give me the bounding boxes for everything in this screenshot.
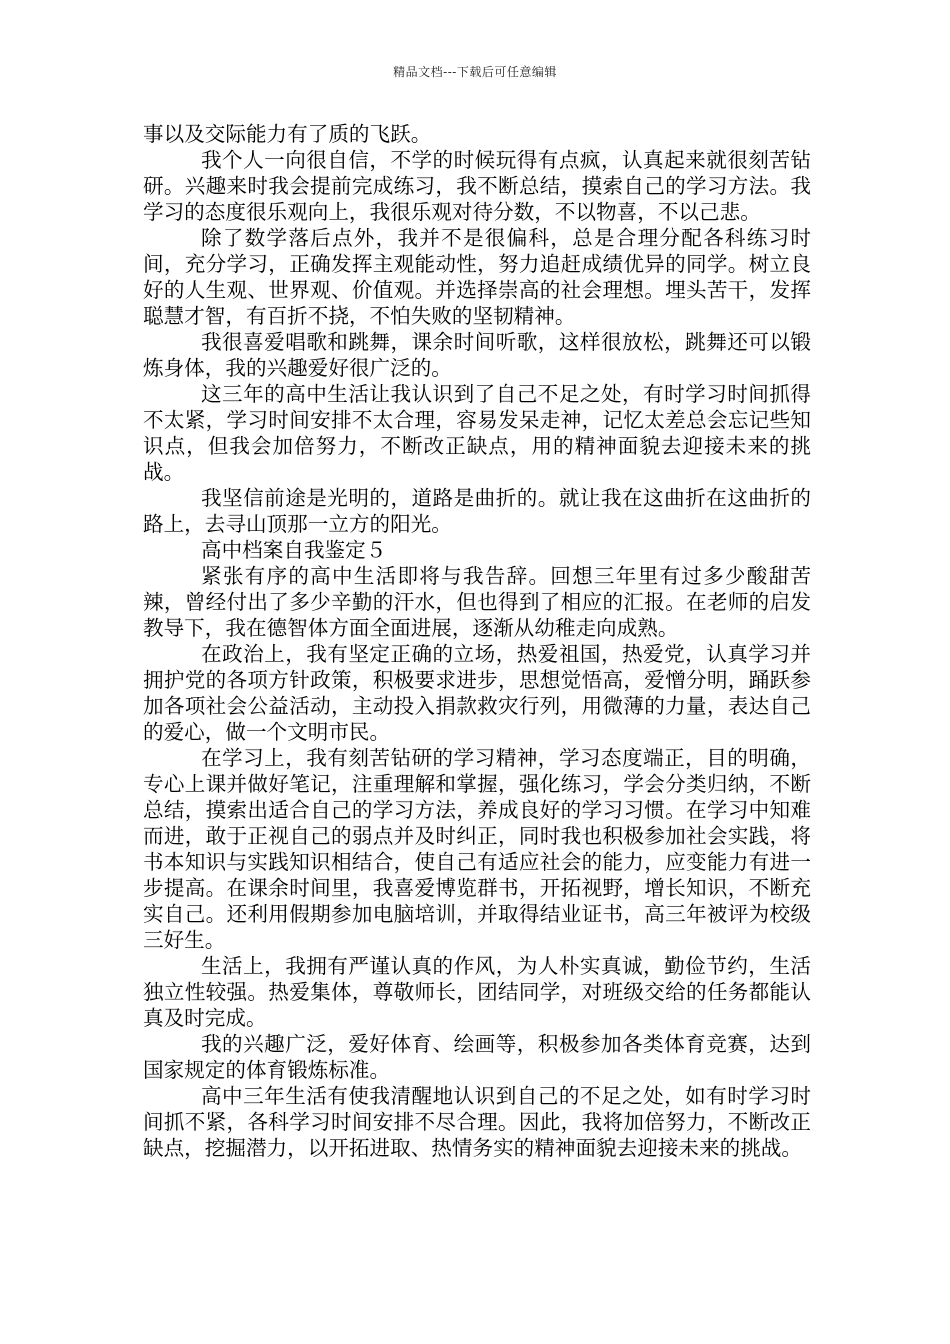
paragraph: 我很喜爱唱歌和跳舞，课余时间听歌，这样很放松，跳舞还可以锻炼身体，我的兴趣爱好很广泛的。: [143, 330, 811, 380]
paragraph: 除了数学落后点外，我并不是很偏科，总是合理分配各科练习时间，充分学习，正确发挥主观能动性，努力追赶成绩优异的同学。树立良好的人生观、世界观、价值观。并选择崇高的社会理想。埋头苦干，发挥聪慧才智，有百折不挠，不怕失败的坚韧精神。: [143, 226, 811, 328]
paragraph: 高中三年生活有使我清醒地认识到自己的不足之处，如有时学习时间抓不紧，各科学习时间安排不尽合理。因此，我将加倍努力，不断改正缺点，挖掘潜力，以开拓进取、热情务实的精神面貌去迎接未来的挑战。: [143, 1084, 811, 1160]
paragraph: 我的兴趣广泛，爱好体育、绘画等，积极参加各类体育竞赛，达到国家规定的体育锻炼标准。: [143, 1032, 811, 1082]
section-heading: 高中档案自我鉴定５: [201, 538, 387, 562]
paragraph: 我个人一向很自信，不学的时候玩得有点疯，认真起来就很刻苦钻研。兴趣来时我会提前完成练习，我不断总结，摸索自己的学习方法。我学习的态度很乐观向上，我很乐观对待分数，不以物喜，不以己悲。: [143, 148, 811, 224]
document-body: [143, 121, 811, 1161]
paragraph: 在学习上，我有刻苦钻研的学习精神，学习态度端正，目的明确，专心上课并做好笔记，注重理解和掌握，强化练习，学会分类归纳，不断总结，摸索出适合自己的学习方法，养成良好的学习习惯。在学习中知难而进，敢于正视自己的弱点并及时纠正，同时我也积极参加社会实践，将书本知识与实践知识相结合，使自己有适应社会的能力，应变能力有进一步提高。在课余时间里，我喜爱博览群书，开拓视野，增长知识，不断充实自己。还利用假期参加电脑培训，并取得结业证书，高三年被评为校级三好生。: [143, 746, 811, 952]
paragraph: 生活上，我拥有严谨认真的作风，为人朴实真诚，勤俭节约，生活独立性较强。热爱集体，尊敬师长，团结同学，对班级交给的任务都能认真及时完成。: [143, 954, 811, 1030]
page-header: 精品文档---下载后可任意编辑: [393, 65, 557, 79]
paragraph: 我坚信前途是光明的，道路是曲折的。就让我在这曲折在这曲折的路上，去寻山顶那一立方的阳光。: [143, 486, 811, 536]
paragraph: 这三年的高中生活让我认识到了自己不足之处，有时学习时间抓得不太紧，学习时间安排不太合理，容易发呆走神，记忆太差总会忘记些知识点，但我会加倍努力，不断改正缺点，用的精神面貌去迎接未来的挑战。: [143, 382, 811, 484]
paragraph: 紧张有序的高中生活即将与我告辞。回想三年里有过多少酸甜苦辣，曾经付出了多少辛勤的汗水，但也得到了相应的汇报。在老师的启发教导下，我在德智体方面全面进展，逐渐从幼稚走向成熟。: [143, 564, 811, 640]
paragraph: 事以及交际能力有了质的飞跃。: [143, 122, 432, 146]
paragraph: 在政治上，我有坚定正确的立场，热爱祖国，热爱党，认真学习并拥护党的各项方针政策，积极要求进步，思想觉悟高，爱憎分明，踊跃参加各项社会公益活动，主动投入捐款救灾行列，用微薄的力量，表达自己的爱心，做一个文明市民。: [143, 642, 811, 744]
